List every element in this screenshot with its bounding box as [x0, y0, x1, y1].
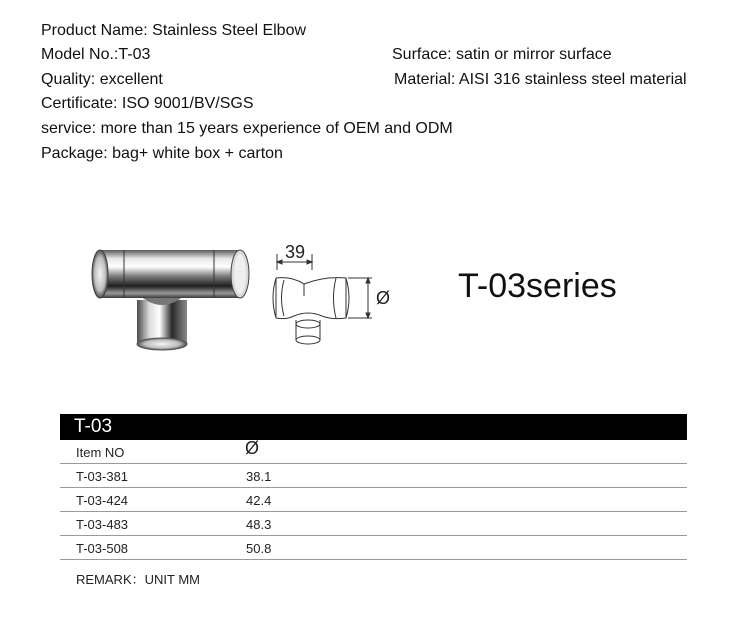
spec-certificate: Certificate: ISO 9001/BV/SGS — [41, 95, 254, 112]
header-diameter: Ø — [245, 438, 260, 458]
table-header-row — [60, 440, 687, 464]
table-row — [60, 536, 687, 560]
spec-service: service: more than 15 years experience of OEM and ODM — [41, 120, 453, 137]
item-diameter: 48.3 — [246, 517, 272, 532]
table-row — [60, 464, 687, 488]
diameter-symbol-drawing: Ø — [376, 288, 391, 308]
item-id: T-03-381 — [76, 469, 129, 484]
table-row — [60, 488, 687, 512]
series-title: T-03series — [458, 267, 617, 305]
spec-quality: Quality: excellent — [41, 71, 163, 88]
spec-product-name: Product Name: Stainless Steel Elbow — [41, 22, 307, 39]
product-photo — [80, 236, 260, 356]
table-row — [60, 512, 687, 536]
table-title-bar — [60, 414, 687, 440]
table-title: T-03 — [74, 416, 113, 437]
item-diameter: 42.4 — [246, 493, 272, 508]
header-item-no: Item NO — [76, 445, 125, 460]
spec-material: Material: AISI 316 stainless steel material — [394, 71, 687, 88]
item-diameter: 50.8 — [246, 541, 272, 556]
spec-surface: Surface: satin or mirror surface — [392, 46, 612, 63]
spec-package: Package: bag+ white box + carton — [41, 145, 283, 162]
spec-model-no: Model No.:T-03 — [41, 46, 151, 63]
remark-note: REMARK：UNIT MM — [76, 572, 200, 587]
item-id: T-03-483 — [76, 517, 129, 532]
technical-drawing — [262, 236, 412, 356]
dimension-label: 39 — [285, 242, 306, 262]
item-diameter: 38.1 — [246, 469, 272, 484]
item-id: T-03-508 — [76, 541, 129, 556]
item-id: T-03-424 — [76, 493, 129, 508]
